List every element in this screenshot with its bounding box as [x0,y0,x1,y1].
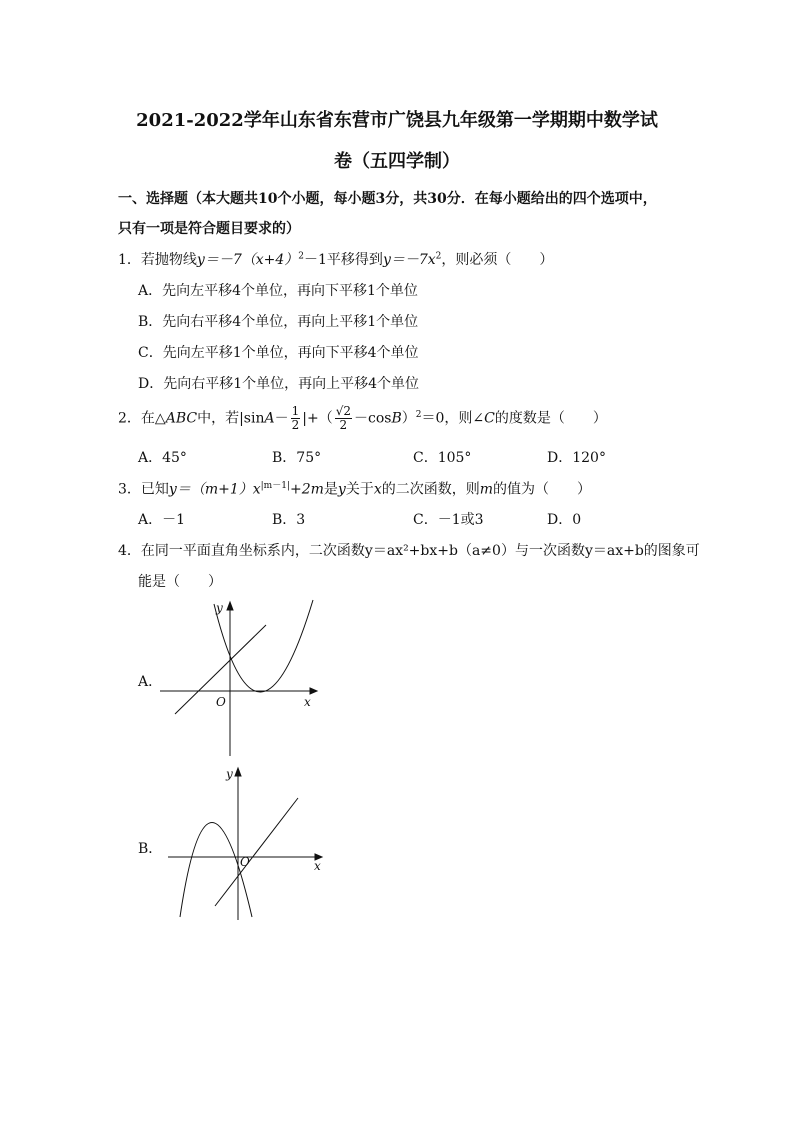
parabola-curve [214,600,313,692]
y-axis-arrow [227,602,233,610]
q2-a: A [264,410,275,427]
frac-den: 2 [339,418,348,432]
q2-c: C [484,410,495,427]
question-number: 2． [118,410,141,427]
q3-option-d: D．0 [547,512,582,528]
q2-option-c: C．105° [413,450,472,466]
q1-option-d: D．先向右平移1个单位，再向上平移4个单位 [138,376,420,392]
q1-sup2: 2 [435,251,442,262]
origin-label: O [240,855,250,869]
q3-expr-b: +2m [289,481,324,498]
question-1-stem [118,249,553,269]
q3-sup: |m－1| [260,481,290,491]
q1-option-a: A．先向左平移4个单位，再向下平移1个单位 [138,283,418,299]
q1-text-b: ，则必须（ ） [441,252,554,268]
q3-text-b: 是 [323,481,338,498]
linear-function-line [215,798,298,906]
q2-b: B [391,410,402,427]
q4-option-a-label: A． [138,674,163,690]
q2-abc: ABC [165,410,198,427]
q1-option-c: C．先向左平移1个单位，再向下平移4个单位 [138,345,419,361]
q4-option-b-label: B． [138,841,163,857]
q3-expr: y＝（m+1）x [168,481,261,498]
question-4-stem-line2: 能是（ ） [138,574,222,590]
question-2-stem [118,405,607,432]
frac-den: 2 [291,418,300,432]
origin-label: O [216,695,226,709]
question-number: 4． [118,543,141,559]
x-axis-label: x [304,695,311,709]
q3-option-a: A．－1 [138,512,186,528]
q1-option-b: B．先向右平移4个单位，再向上平移1个单位 [138,314,419,330]
q2-text-g: 的度数是（ ） [494,410,607,427]
q2-text-d: －cos [353,410,392,427]
q1-text-a: 若抛物线 [140,252,197,268]
q3-x: x [373,481,382,498]
q2-text-b: 中，若|sin [197,410,265,427]
fraction-root2-over2 [335,405,352,432]
exam-title-line1: 2021-2022学年山东省东营市广饶县九年级第一学期期中数学试 [136,110,658,131]
y-axis-label: y [226,767,233,781]
section-heading-line2: 只有一项是符合题目要求的） [118,221,300,237]
q1-expr2: －1平移得到 [304,252,383,268]
question-number: 3． [118,481,141,498]
question-3-stem [118,478,591,499]
y-axis-arrow [235,768,241,776]
q4-option-a-graph [150,598,330,760]
question-4-stem-line1 [118,540,700,560]
q3-y: y [337,481,346,498]
frac-num: √2 [335,404,351,418]
fraction-half [291,405,301,432]
q4-option-b-graph [160,762,340,924]
q2-minus: － [274,410,289,427]
section-heading-line1: 一、选择题（本大题共10个小题，每小题3分，共30分．在每小题给出的四个选项中， [118,191,657,207]
q3-text-c: 关于 [345,481,374,498]
q3-text-a: 已知 [140,481,169,498]
q2-sup: 2 [415,409,422,420]
q2-option-d: D．120° [547,450,606,466]
q3-option-c: C．－1或3 [413,512,484,528]
q3-text-d: 的二次函数，则 [381,481,480,498]
q2-option-b: B．75° [272,450,322,466]
q3-option-b: B．3 [272,512,306,528]
question-number: 1． [118,252,141,268]
x-axis-arrow [310,688,317,694]
q3-text-e: 的值为（ ） [493,481,591,498]
y-axis-label: y [216,601,223,615]
q2-text-c: |+（ [302,410,333,427]
q1-sup1: 2 [298,251,305,262]
q2-text-e: ） [401,410,416,427]
q1-expr3: y＝－7x [382,252,436,268]
q2-text-f: ＝0，则∠ [421,410,485,427]
q2-option-a: A．45° [138,450,187,466]
q4-text-line1: 在同一平面直角坐标系内，二次函数y＝ax²+bx+b（a≠0）与一次函数y＝ax+b的图象可 [140,543,700,559]
q2-text-a: 在△ [140,410,166,427]
frac-num: 1 [291,404,300,418]
x-axis-label: x [314,859,321,873]
exam-title-line2: 卷（五四学制） [334,151,460,172]
q3-m: m [479,481,493,498]
q1-expr1: y＝－7（x+4） [196,252,299,268]
parabola-curve [180,823,252,918]
